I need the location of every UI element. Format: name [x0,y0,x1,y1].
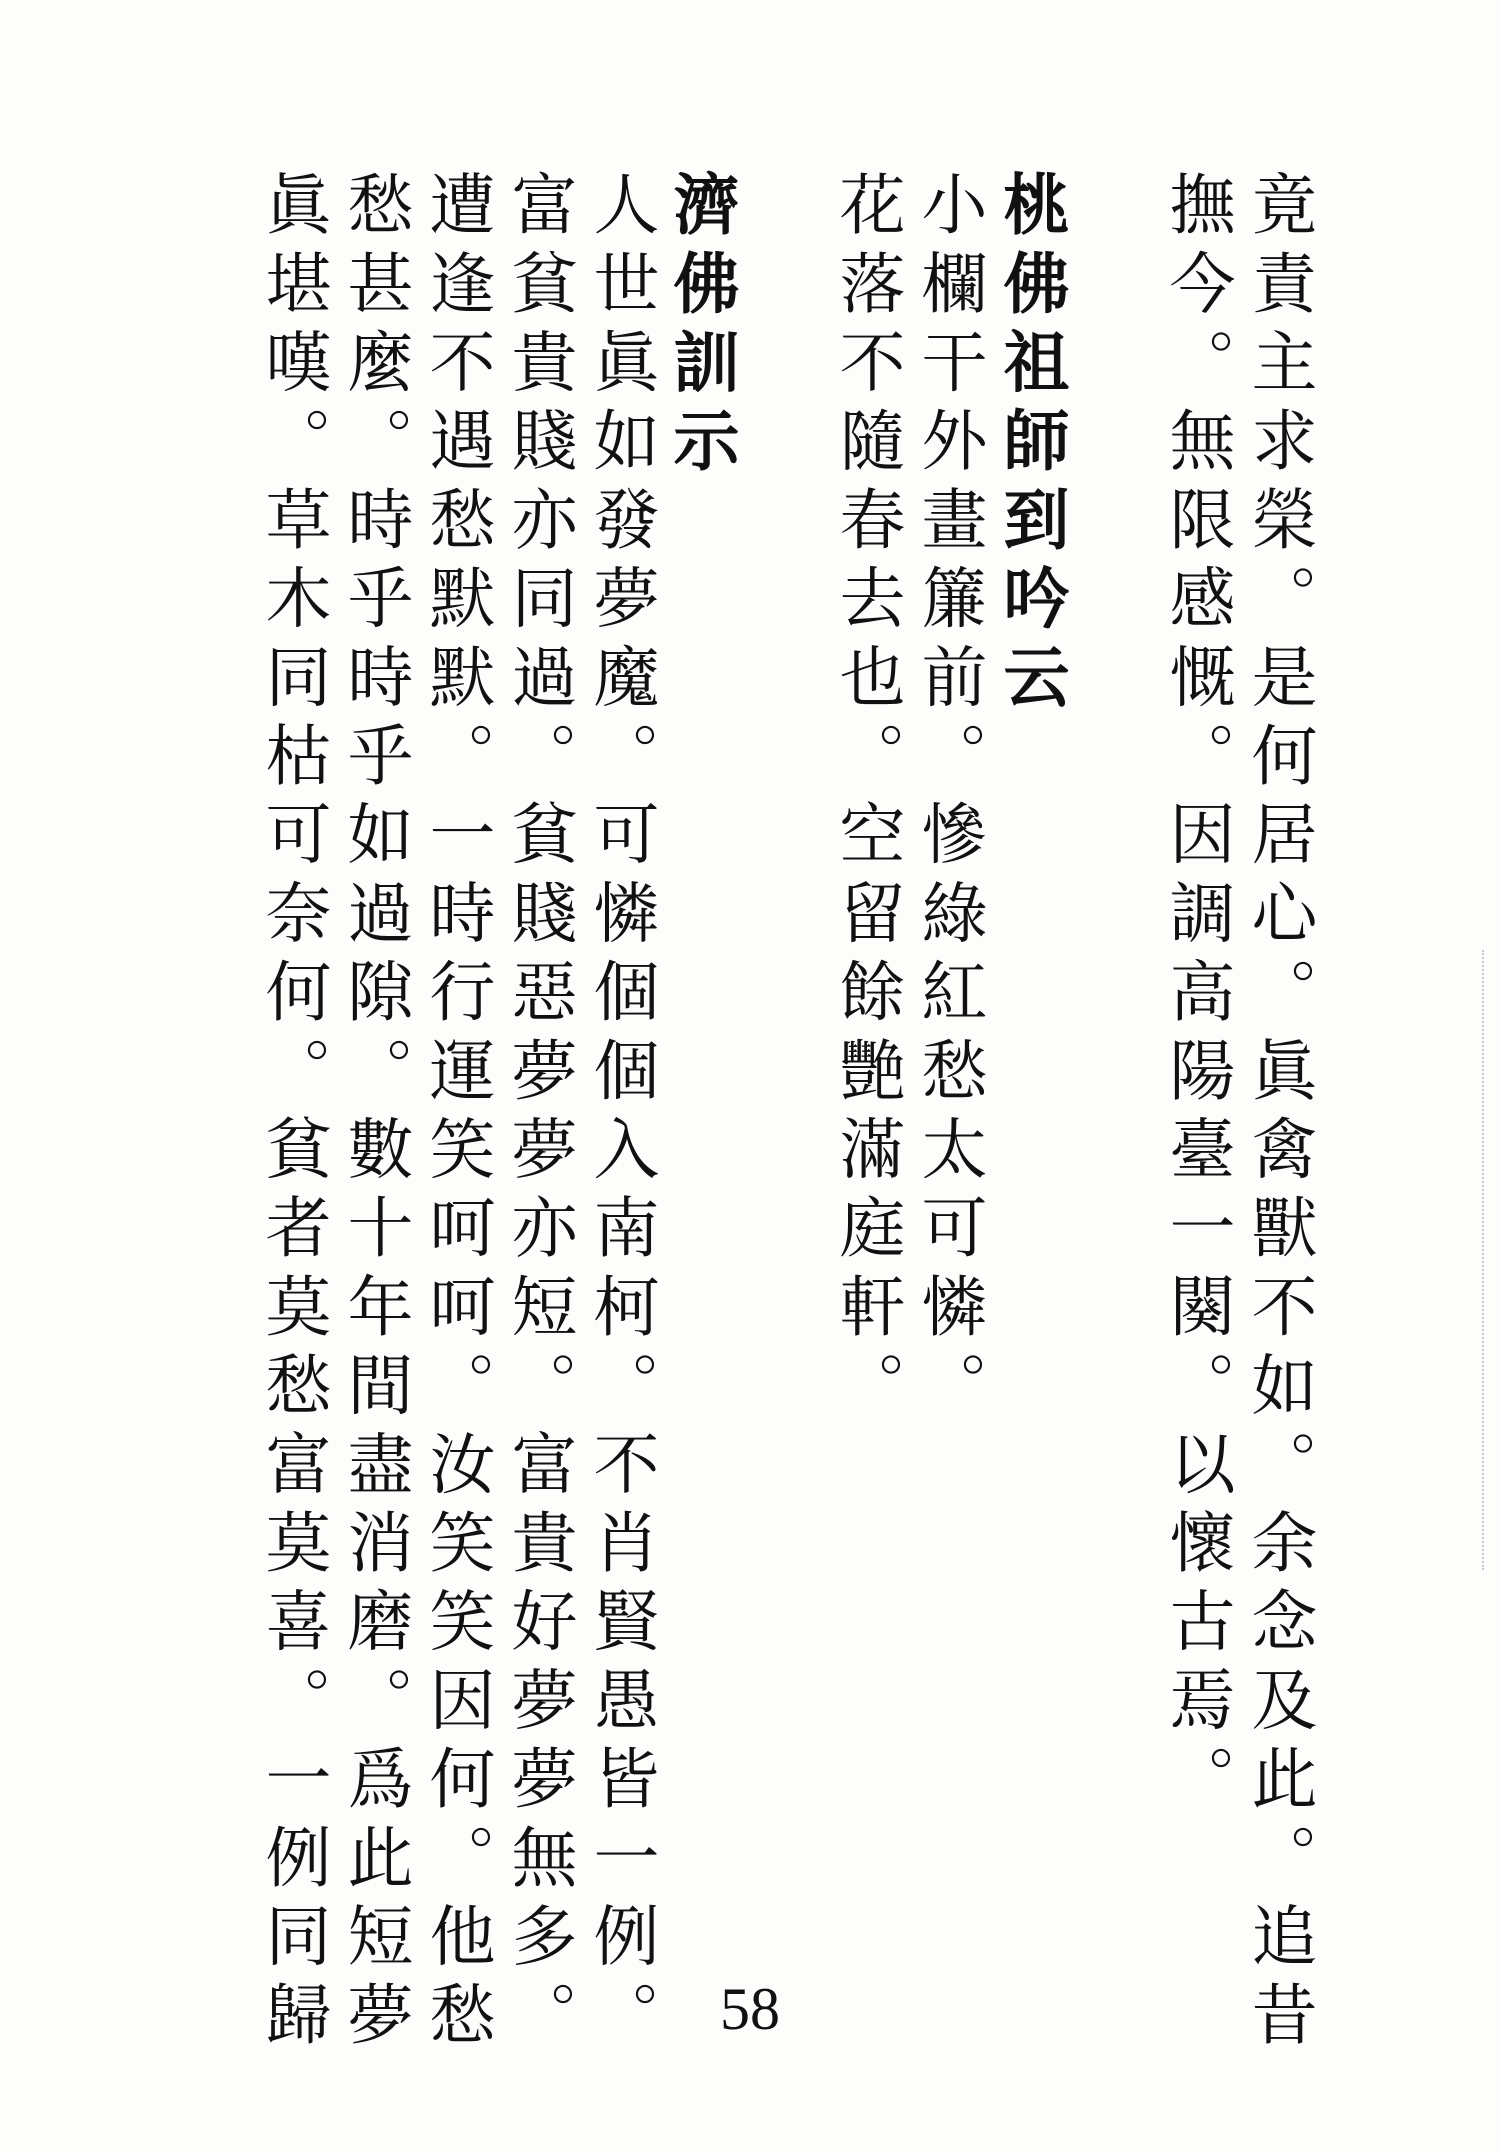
text-column-7: 人世眞如發夢魔。可憐個個入南柯。不肖賢愚皆一例。 [582,170,659,2059]
scan-edge-mark [1482,950,1486,1570]
text-column-2: 撫今。無限感慨。因調高陽臺一闋。以懷古焉。 [1158,170,1235,1823]
text-column-9: 遭逢不遇愁默默。一時行運笑呵呵。汝笑笑因何。他愁 [418,170,495,2059]
page-number: 58 [720,1976,780,2042]
section-heading-taofo: 桃佛祖師到吟云 [992,170,1069,721]
section-heading-jifo: 濟佛訓示 [662,170,739,485]
text-column-10: 愁甚麼。時乎時乎如過隙。數十年間盡消磨。爲此短夢 [336,170,413,2059]
text-column-1: 竟責主求榮。是何居心。眞禽獸不如。余念及此。追昔 [1240,170,1317,2059]
poem-line-2: 花落不隨春去也。空留餘艷滿庭軒。 [828,170,905,1430]
text-column-11: 眞堪嘆。草木同枯可奈何。貧者莫愁富莫喜。一例同歸 [254,170,331,2059]
text-column-8: 富貧貴賤亦同過。貧賤惡夢夢亦短。富貴好夢夢無多。 [500,170,577,2059]
poem-line-1: 小欄干外畫簾前。慘綠紅愁太可憐。 [910,170,987,1430]
